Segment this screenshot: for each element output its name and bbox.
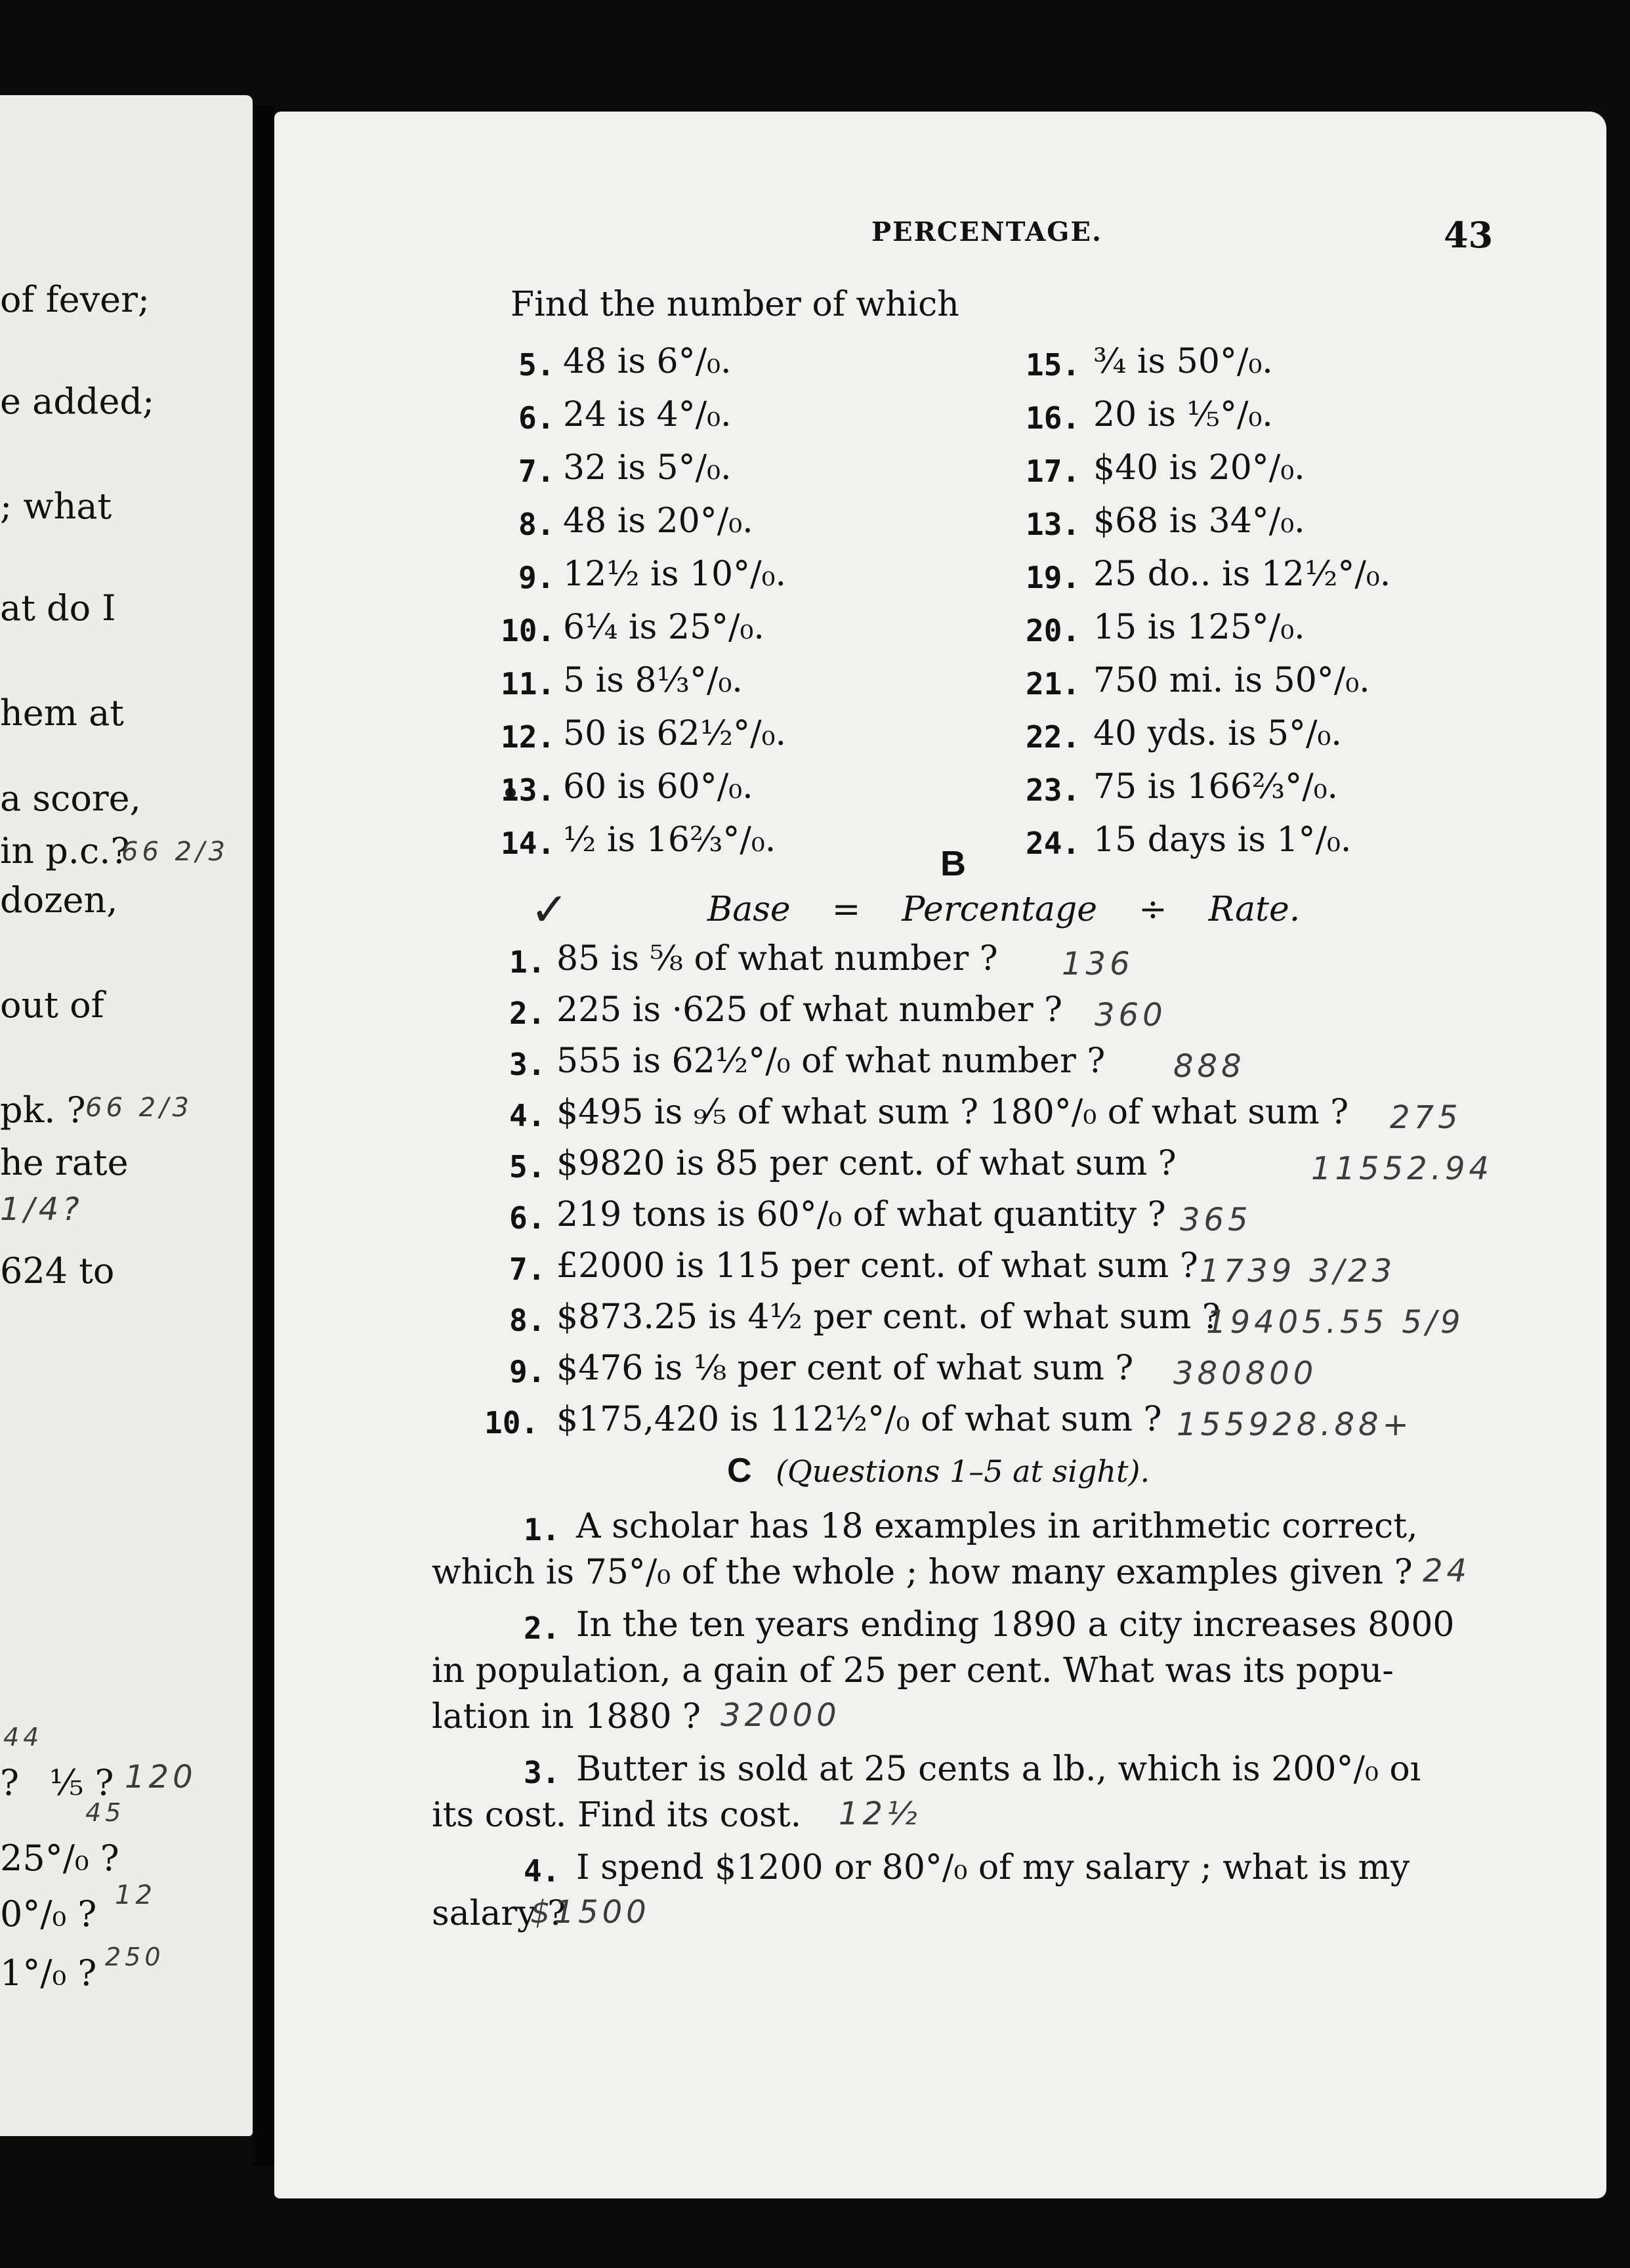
item-text: 750 mi. is 50°/₀. — [1093, 661, 1370, 700]
item-number: 16. — [1026, 400, 1081, 436]
paragraph-line: which is 75°/₀ of the whole ; how many examples given ? — [432, 1553, 1413, 1592]
item-number: 9. — [518, 560, 555, 595]
handwritten-note: 45 — [85, 1798, 125, 1827]
main-page — [274, 112, 1606, 2198]
item-text: 15 days is 1°/₀. — [1093, 820, 1352, 860]
item-number: 2. — [524, 1610, 560, 1646]
left-page-fragment: 0°/₀ ? — [0, 1893, 97, 1935]
left-page-fragment: hem at — [0, 692, 124, 734]
left-page-fragment: ; what — [0, 486, 112, 527]
handwritten-answer: 24 — [1423, 1553, 1471, 1589]
handwritten-note: 12 — [115, 1880, 156, 1910]
item-text: 60 is 60°/₀. — [563, 767, 753, 807]
left-page-fragment: at do I — [0, 587, 116, 629]
item-text: $476 is ⅛ per cent of what sum ? — [556, 1349, 1134, 1388]
item-number: 21. — [1026, 666, 1081, 702]
item-number: 5. — [509, 1149, 546, 1185]
item-number: 23. — [1026, 772, 1081, 808]
paragraph-line: A scholar has 18 examples in arithmetic correct, — [576, 1507, 1418, 1546]
item-number: 7. — [509, 1251, 546, 1287]
section-c-title — [727, 1454, 1150, 1488]
item-number: 8. — [509, 1303, 546, 1338]
handwritten-answer: 32000 — [721, 1697, 841, 1734]
section-b-formula — [707, 892, 1300, 927]
item-number: 3. — [509, 1047, 546, 1082]
left-page-fragment: of fever; — [0, 279, 150, 320]
handwritten-note: 66 2/3 — [85, 1093, 193, 1123]
item-text: 48 is 20°/₀. — [563, 501, 753, 541]
item-number: 22. — [1026, 719, 1081, 755]
left-page-fragment: 1°/₀ ? — [0, 1952, 97, 1994]
item-number: 20. — [1026, 613, 1081, 648]
item-text: 219 tons is 60°/₀ of what quantity ? — [556, 1195, 1166, 1234]
section-a-intro: Find the number of which — [511, 285, 959, 324]
left-page-fragment: dozen, — [0, 879, 118, 921]
section-c-subheading: (Questions 1–5 at sight). — [776, 1454, 1150, 1489]
item-text: 555 is 62½°/₀ of what number ? — [556, 1041, 1106, 1081]
handwritten-answer: 275 — [1390, 1099, 1462, 1136]
left-page-fragment: in p.c.? — [0, 830, 130, 872]
left-page-fragment: a score, — [0, 778, 141, 819]
item-text: 15 is 125°/₀. — [1093, 608, 1305, 647]
handwritten-answer: 12½ — [839, 1796, 921, 1832]
item-number: 7. — [518, 453, 555, 489]
item-number: 8. — [518, 507, 555, 542]
left-page-fragment: he rate — [0, 1142, 129, 1183]
item-text: ¾ is 50°/₀. — [1093, 342, 1273, 381]
item-text: 75 is 166⅔°/₀. — [1093, 767, 1339, 807]
item-text: $873.25 is 4½ per cent. of what sum ? — [556, 1297, 1221, 1337]
item-text: $9820 is 85 per cent. of what sum ? — [556, 1144, 1177, 1183]
paragraph-line: I spend $1200 or 80°/₀ of my salary ; what is my — [576, 1848, 1410, 1887]
item-text: 32 is 5°/₀. — [563, 448, 732, 488]
left-facing-page — [0, 95, 253, 2136]
paragraph-line: its cost. Find its cost. — [432, 1796, 802, 1835]
item-text: 25 do.. is 12½°/₀. — [1093, 555, 1391, 594]
item-number: 4. — [524, 1853, 560, 1889]
item-text: 20 is ⅕°/₀. — [1093, 395, 1273, 434]
formula-equals: = — [831, 890, 861, 929]
handwritten-note: 120 — [125, 1759, 197, 1796]
left-page-fragment: 25°/₀ ? — [0, 1838, 119, 1879]
item-number: 17. — [1026, 453, 1081, 489]
paragraph-line: In the ten years ending 1890 a city increases 8000 — [576, 1605, 1455, 1645]
item-number: 11. — [501, 666, 556, 702]
handwritten-answer: 19405.55 5/9 — [1206, 1304, 1465, 1341]
item-number: 13. — [501, 772, 556, 808]
left-page-fragment: ? — [0, 1762, 19, 1803]
left-page-fragment: 624 to — [0, 1250, 115, 1292]
item-text: $40 is 20°/₀. — [1093, 448, 1305, 488]
item-text: 48 is 6°/₀. — [563, 342, 732, 381]
formula-base: Base — [707, 890, 791, 929]
item-number: 6. — [518, 400, 555, 436]
formula-divide: ÷ — [1139, 890, 1167, 929]
paragraph-line: lation in 1880 ? — [432, 1697, 701, 1736]
item-number: 5. — [518, 347, 555, 383]
item-number: 13. — [1026, 507, 1081, 542]
item-number: 1. — [524, 1512, 560, 1547]
page-number: 43 — [1444, 214, 1494, 256]
handwritten-answer: 155928.88+ — [1177, 1406, 1413, 1443]
book-spine-gutter — [253, 105, 274, 2166]
formula-percentage: Percentage — [902, 890, 1098, 929]
item-number: 24. — [1026, 826, 1081, 861]
item-text: £2000 is 115 per cent. of what sum ? — [556, 1246, 1198, 1286]
left-page-fragment: e added; — [0, 381, 155, 422]
left-page-fragment: pk. ? — [0, 1089, 86, 1131]
handwritten-answer: 11552.94 — [1311, 1150, 1494, 1187]
item-text: ½ is 16⅔°/₀. — [563, 820, 776, 860]
item-number: 15. — [1026, 347, 1081, 383]
handwritten-answer: 360 — [1095, 997, 1167, 1034]
item-text: 6¼ is 25°/₀. — [563, 608, 764, 647]
left-page-fraction: ⅕ ? — [49, 1762, 114, 1803]
item-number: 6. — [509, 1200, 546, 1236]
item-text: 24 is 4°/₀. — [563, 395, 732, 434]
item-number: 9. — [509, 1354, 546, 1389]
paragraph-line: Butter is sold at 25 cents a lb., which is 200°/₀ oı — [576, 1750, 1421, 1789]
item-text: 225 is ·625 of what number ? — [556, 990, 1063, 1030]
item-text: $495 is ₉⁄₅ of what sum ? 180°/₀ of what sum ? — [556, 1093, 1349, 1132]
item-number: 10. — [484, 1405, 539, 1440]
handwritten-note: 1/4? — [0, 1191, 83, 1228]
item-text: 12½ is 10°/₀. — [563, 555, 787, 594]
item-number: 10. — [501, 613, 556, 648]
item-text: $68 is 34°/₀. — [1093, 501, 1305, 541]
handwritten-note: 44 — [3, 1723, 43, 1752]
handwritten-answer: 888 — [1173, 1048, 1245, 1085]
item-number: 14. — [501, 826, 556, 861]
left-page-fragment: out of — [0, 984, 104, 1026]
handwritten-answer: 380800 — [1173, 1355, 1318, 1392]
item-text: 50 is 62½°/₀. — [563, 714, 787, 753]
formula-rate: Rate. — [1208, 890, 1301, 929]
item-number: 19. — [1026, 560, 1081, 595]
handwritten-answer: 1739 3/23 — [1200, 1253, 1396, 1290]
item-text: 85 is ⅝ of what number ? — [556, 939, 998, 978]
item-number: 12. — [501, 719, 556, 755]
handwritten-answer: 136 — [1062, 946, 1134, 982]
item-number: 4. — [509, 1098, 546, 1133]
item-number: 3. — [524, 1755, 560, 1790]
handwritten-answer: 365 — [1180, 1202, 1252, 1238]
item-number: 2. — [509, 996, 546, 1031]
paragraph-line: salary ? — [432, 1894, 566, 1933]
section-c-heading: C — [727, 1452, 752, 1490]
paragraph-line: in population, a gain of 25 per cent. What was its popu- — [432, 1651, 1394, 1690]
check-mark: ✓ — [530, 883, 569, 936]
handwritten-note: 250 — [105, 1942, 165, 1971]
item-text: 5 is 8⅓°/₀. — [563, 661, 743, 700]
item-number: 1. — [509, 944, 546, 980]
item-text: $175,420 is 112½°/₀ of what sum ? — [556, 1400, 1162, 1439]
section-b-heading: B — [940, 844, 966, 883]
handwritten-note: 66 2/3 — [121, 837, 229, 867]
handwritten-answer: $1500 — [530, 1894, 650, 1931]
running-title: PERCENTAGE. — [871, 217, 1102, 247]
item-text: 40 yds. is 5°/₀. — [1093, 714, 1342, 753]
